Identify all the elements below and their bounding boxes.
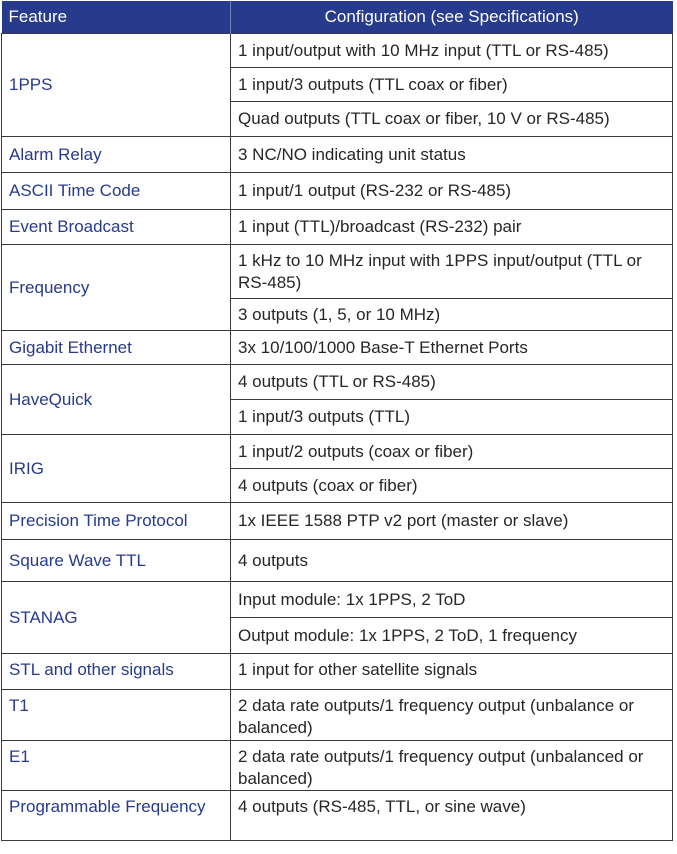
feature-cell: 1PPS	[2, 34, 231, 137]
config-cell: 2 data rate outputs/1 frequency output (unbalanced or balanced)	[231, 741, 673, 791]
feature-cell: Alarm Relay	[2, 137, 231, 173]
feature-cell: Programmable Frequency	[2, 791, 231, 841]
feature-cell: ASCII Time Code	[2, 173, 231, 210]
config-cell: 1 input/3 outputs (TTL)	[231, 400, 673, 435]
config-cell: 1 input for other satellite signals	[231, 654, 673, 690]
header-feature: Feature	[2, 1, 231, 34]
table-row	[2, 582, 673, 618]
feature-cell: IRIG	[2, 435, 231, 503]
table-row	[2, 503, 673, 540]
feature-configuration-table	[1, 1, 673, 841]
config-cell: 4 outputs (TTL or RS-485)	[231, 365, 673, 400]
config-cell: 1 kHz to 10 MHz input with 1PPS input/output (TTL or RS-485)	[231, 245, 673, 299]
config-cell: 1 input/output with 10 MHz input (TTL or RS-485)	[231, 34, 673, 68]
table-row	[2, 245, 673, 299]
table-row	[2, 34, 673, 68]
feature-cell: STANAG	[2, 582, 231, 654]
feature-cell: Frequency	[2, 245, 231, 331]
table-row	[2, 540, 673, 582]
config-cell: 4 outputs (RS-485, TTL, or sine wave)	[231, 791, 673, 841]
config-cell: 2 data rate outputs/1 frequency output (unbalance or balanced)	[231, 690, 673, 741]
config-cell: Output module: 1x 1PPS, 2 ToD, 1 frequency	[231, 618, 673, 654]
table-header-row	[2, 1, 673, 34]
table-row	[2, 210, 673, 245]
config-cell: 1 input/1 output (RS-232 or RS-485)	[231, 173, 673, 210]
table-row	[2, 741, 673, 791]
feature-cell: Precision Time Protocol	[2, 503, 231, 540]
config-cell: 3x 10/100/1000 Base-T Ethernet Ports	[231, 331, 673, 365]
table-row	[2, 365, 673, 400]
config-cell: Quad outputs (TTL coax or fiber, 10 V or RS-485)	[231, 102, 673, 137]
config-cell: 1 input/3 outputs (TTL coax or fiber)	[231, 68, 673, 102]
table-row	[2, 791, 673, 841]
table-row	[2, 435, 673, 469]
config-cell: Input module: 1x 1PPS, 2 ToD	[231, 582, 673, 618]
config-cell: 3 outputs (1, 5, or 10 MHz)	[231, 299, 673, 331]
table-row	[2, 654, 673, 690]
config-cell: 1 input (TTL)/broadcast (RS-232) pair	[231, 210, 673, 245]
feature-cell: Event Broadcast	[2, 210, 231, 245]
feature-cell: Square Wave TTL	[2, 540, 231, 582]
table-row	[2, 137, 673, 173]
config-cell: 1x IEEE 1588 PTP v2 port (master or slave)	[231, 503, 673, 540]
feature-cell: HaveQuick	[2, 365, 231, 435]
feature-cell: E1	[2, 741, 231, 791]
header-configuration: Configuration (see Specifications)	[231, 1, 673, 34]
feature-cell: STL and other signals	[2, 654, 231, 690]
table-row	[2, 173, 673, 210]
table-row	[2, 690, 673, 741]
config-cell: 3 NC/NO indicating unit status	[231, 137, 673, 173]
feature-cell: Gigabit Ethernet	[2, 331, 231, 365]
feature-cell: T1	[2, 690, 231, 741]
config-cell: 4 outputs (coax or fiber)	[231, 469, 673, 503]
config-cell: 4 outputs	[231, 540, 673, 582]
config-cell: 1 input/2 outputs (coax or fiber)	[231, 435, 673, 469]
table-row	[2, 331, 673, 365]
